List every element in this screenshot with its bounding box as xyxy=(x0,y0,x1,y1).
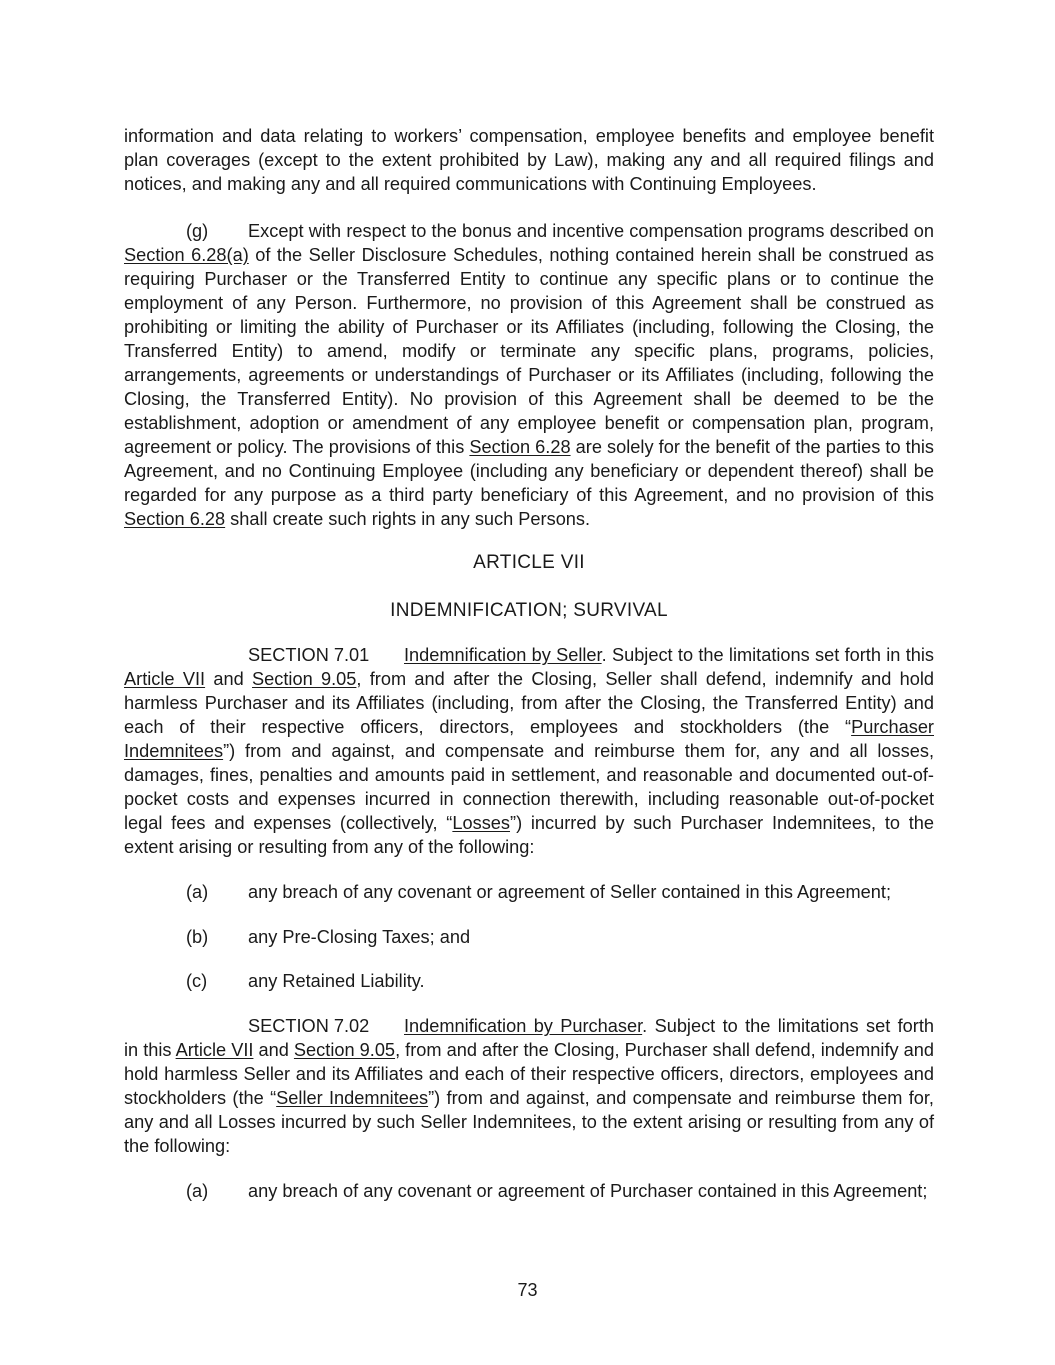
item-label: (a) xyxy=(186,1181,209,1201)
section-7-02-heading: Indemnification by Purchaser xyxy=(404,1016,643,1036)
paragraph-g-text: Except with respect to the bonus and incentive compensation programs described on xyxy=(248,221,934,241)
section-7-01-item-c xyxy=(124,969,934,993)
article-title: ARTICLE VII xyxy=(473,552,585,573)
section-7-02-item-a xyxy=(124,1179,934,1203)
paragraph-g-text: of the Seller Disclosure Schedules, nothing contained herein shall be construed as requiring Purchaser or the Transferred Entity to continue any specific plans or to continue the employment of any Person. Furthermore, no provision of this Agreement shall be construed as prohibiting or limiting the ability of Purchaser or its Affiliates (including, following the Closing, the Transferred Entity) to amend, modify or terminate any specific plans, programs, policies, arrangements, agreements or understandings of Purchaser or its Affiliates (including, following the Closing, the Transferred Entity). No provision of this Agreement shall be deemed to be the establishment, adoption or amendment of any employee benefit or compensation plan, program, agreement or policy. The provisions of this xyxy=(124,245,935,457)
section-7-02-text: . Subject to the limitations set forth in this xyxy=(124,1016,934,1060)
section-9-05-reference: Section 9.05 xyxy=(293,1040,396,1060)
section-9-05-reference: Section 9.05 xyxy=(252,669,357,689)
item-label: (b) xyxy=(186,927,209,947)
section-7-01-text: , from and after the Closing, Seller shall defend, indemnify and hold harmless Purchaser and its Affiliates (including, from after the Closing, the Transferred Entity) and each of their respective officers, directors, employees and stockholders (the “ xyxy=(124,669,935,737)
item-label: (c) xyxy=(186,971,208,991)
paragraph-g xyxy=(124,219,934,531)
section-7-02 xyxy=(124,1014,934,1158)
item-text: any Pre-Closing Taxes; and xyxy=(248,927,471,947)
document-page xyxy=(124,124,934,1203)
item-text: any Retained Liability. xyxy=(248,971,425,991)
article-vii-reference: Article VII xyxy=(124,669,206,689)
section-7-02-text: ”) from and against, and compensate and reimburse them for, any and all Losses incurred by such Seller Indemnitees, to the extent arising or resulting from any of the following: xyxy=(124,1088,934,1156)
article-vii-reference: Article VII xyxy=(175,1040,254,1060)
paragraph-g-label: (g) xyxy=(186,221,209,241)
section-7-01-text: . Subject to the limitations set forth in this xyxy=(601,645,934,665)
section-7-02-text: , from and after the Closing, Purchaser shall defend, indemnify and hold harmless Seller and its Affiliates and each of their respective officers, directors, employees and stockholders (the “ xyxy=(124,1040,935,1108)
seller-indemnitees-term: Seller Indemnitees xyxy=(276,1088,429,1108)
section-7-01-heading: Indemnification by Seller xyxy=(404,645,602,665)
purchaser-indemnitees-term: Purchaser Indemnitees xyxy=(124,717,934,761)
section-7-01-item-a xyxy=(124,880,934,904)
page-number: 73 xyxy=(517,1280,538,1300)
paragraph-g-text: are solely for the benefit of the parties to this Agreement, and no Continuing Employee (including any beneficiary or dependent thereof) shall be regarded for any purpose as a third party beneficiary of this Agreement, and no provision of this xyxy=(124,437,934,505)
item-text: any breach of any covenant or agreement of Purchaser contained in this Agreement; xyxy=(248,1181,928,1201)
section-7-01-text: ”) incurred by such Purchaser Indemnitees, to the extent arising or resulting from any of the following: xyxy=(124,813,934,857)
intro-paragraph: information and data relating to workers’ compensation, employee benefits and employee benefit plan coverages (except to the extent prohibited by Law), making any and all required filings and notices, and making any and all required communications with Continuing Employees. xyxy=(124,126,934,194)
section-7-01-text: and xyxy=(205,669,253,689)
article-subtitle: INDEMNIFICATION; SURVIVAL xyxy=(390,600,668,621)
section-6-28-reference: Section 6.28 xyxy=(469,437,571,457)
section-6-28a-reference: Section 6.28(a) xyxy=(124,245,249,265)
item-text: any breach of any covenant or agreement of Seller contained in this Agreement; xyxy=(248,882,892,902)
section-7-02-text: and xyxy=(253,1040,294,1060)
section-7-01 xyxy=(124,643,934,859)
item-label: (a) xyxy=(186,882,209,902)
section-6-28-reference: Section 6.28 xyxy=(124,509,226,529)
section-7-01-number: SECTION 7.01 xyxy=(248,645,370,665)
section-7-01-item-b xyxy=(124,925,934,949)
section-7-01-text: ”) from and against, and compensate and reimburse them for, any and all losses, damages, fines, penalties and amounts paid in settlement, and reasonable and documented out-of-pocket costs and expenses incurred in connection therewith, including reasonable out-of-pocket legal fees and expenses (collectively, “ xyxy=(124,741,934,833)
losses-term: Losses xyxy=(452,813,511,833)
section-7-02-number: SECTION 7.02 xyxy=(248,1016,370,1036)
paragraph-g-text: shall create such rights in any such Persons. xyxy=(225,509,591,529)
